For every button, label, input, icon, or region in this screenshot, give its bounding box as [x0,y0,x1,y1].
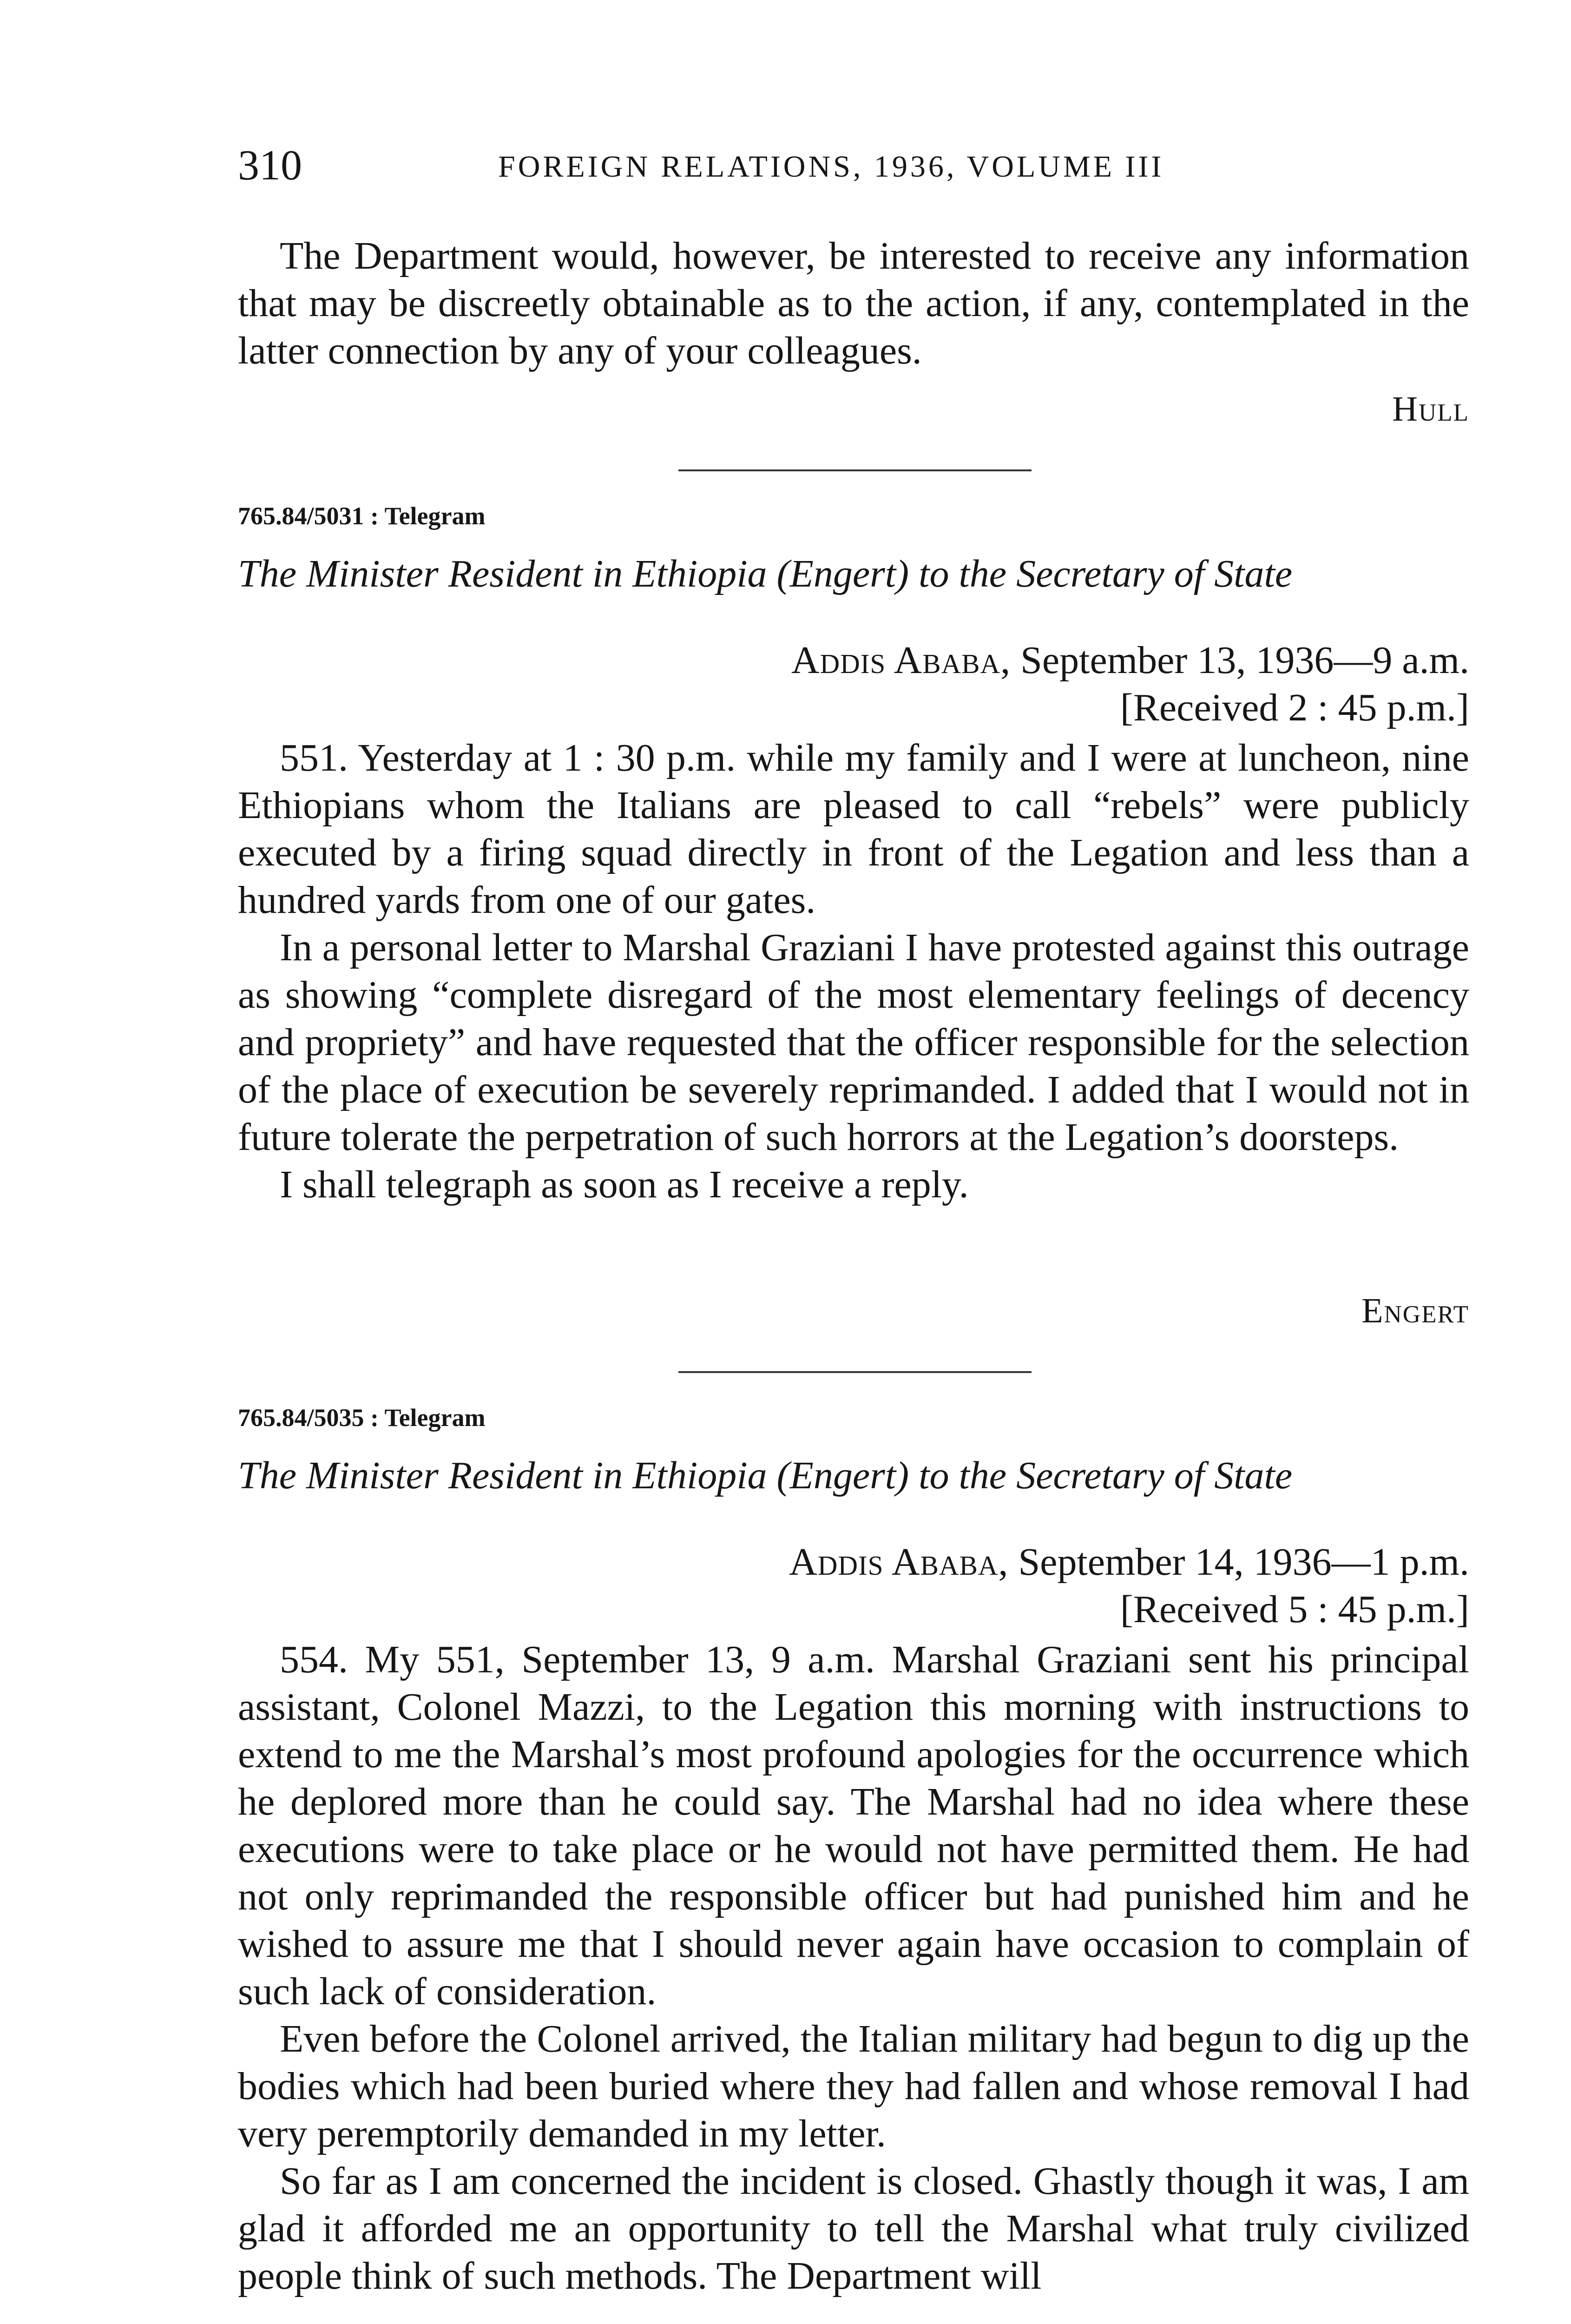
file-reference: 765.84/5031 : Telegram [238,502,486,530]
body-paragraph: In a personal letter to Marshal Graziani I have protested against this outrage as showing “complete disregard of the most elementary feelings of decency and propriety” and have requested that the officer responsible for the selection of the place of execution be severely reprimanded. I added that I would not in future tolerate the perpetration of such horrors at the Legation’s doorsteps. [238,926,1469,1159]
dateline-place: Addis Ababa, [789,1540,1009,1584]
signature-engert: Engert [1361,1291,1469,1330]
body-paragraph: 554. My 551, September 13, 9 a.m. Marshal Graziani sent his principal assistant, Colonel Mazzi, to the Legation this morning with instructions to extend to me the Marshal’s most profound apologies for the occurrence which he deplored more than he could say. The Marshal had no idea where these executions were to take place or he would not have permitted them. He had not only reprimanded the responsible officer but had punished him and he wished to assure me that I should never again have occasion to complain of such lack of consideration. [238,1638,1469,2013]
document-heading: The Minister Resident in Ethiopia (Engert) to the Secretary of State [238,552,1293,595]
received-note: [Received 5 : 45 p.m.] [1120,1588,1469,1631]
dateline-date: September 14, 1936—1 p.m. [1018,1540,1469,1584]
document-body [238,1636,1469,2300]
dateline [789,1538,1469,1586]
page-number: 310 [238,141,302,189]
section-divider [678,469,1032,471]
dateline-date: September 13, 1936—9 a.m. [1020,639,1469,682]
section-divider [678,1371,1032,1373]
continuation-block [238,232,1469,375]
signature-hull: Hull [1392,390,1469,429]
continuation-paragraph: The Department would, however, be interested to receive any information that may be discreetly obtainable as to the action, if any, contemplated in the latter connection by any of your colleagues. [238,234,1469,372]
dateline-place: Addis Ababa, [791,639,1011,682]
running-head: FOREIGN RELATIONS, 1936, VOLUME III [498,150,1164,184]
received-note: [Received 2 : 45 p.m.] [1120,686,1469,729]
page-header [238,139,1469,191]
body-paragraph: 551. Yesterday at 1 : 30 p.m. while my family and I were at luncheon, nine Ethiopians whom the Italians are pleased to call “rebels” were publicly executed by a firing squad directly in front of the Legation and less than a hundred yards from one of our gates. [238,736,1469,922]
document-body [238,734,1469,1208]
body-paragraph: So far as I am concerned the incident is closed. Ghastly though it was, I am glad it afforded me an opportunity to tell the Marshal what truly civilized people think of such methods. The Department will [238,2159,1469,2298]
body-paragraph: I shall telegraph as soon as I receive a reply. [280,1163,969,1206]
dateline [791,637,1469,684]
body-paragraph: Even before the Colonel arrived, the Italian military had begun to dig up the bodies which had been buried where they had fallen and whose removal I had very peremptorily demanded in my letter. [238,2017,1469,2155]
document-heading: The Minister Resident in Ethiopia (Engert) to the Secretary of State [238,1454,1293,1497]
file-reference: 765.84/5035 : Telegram [238,1404,486,1432]
